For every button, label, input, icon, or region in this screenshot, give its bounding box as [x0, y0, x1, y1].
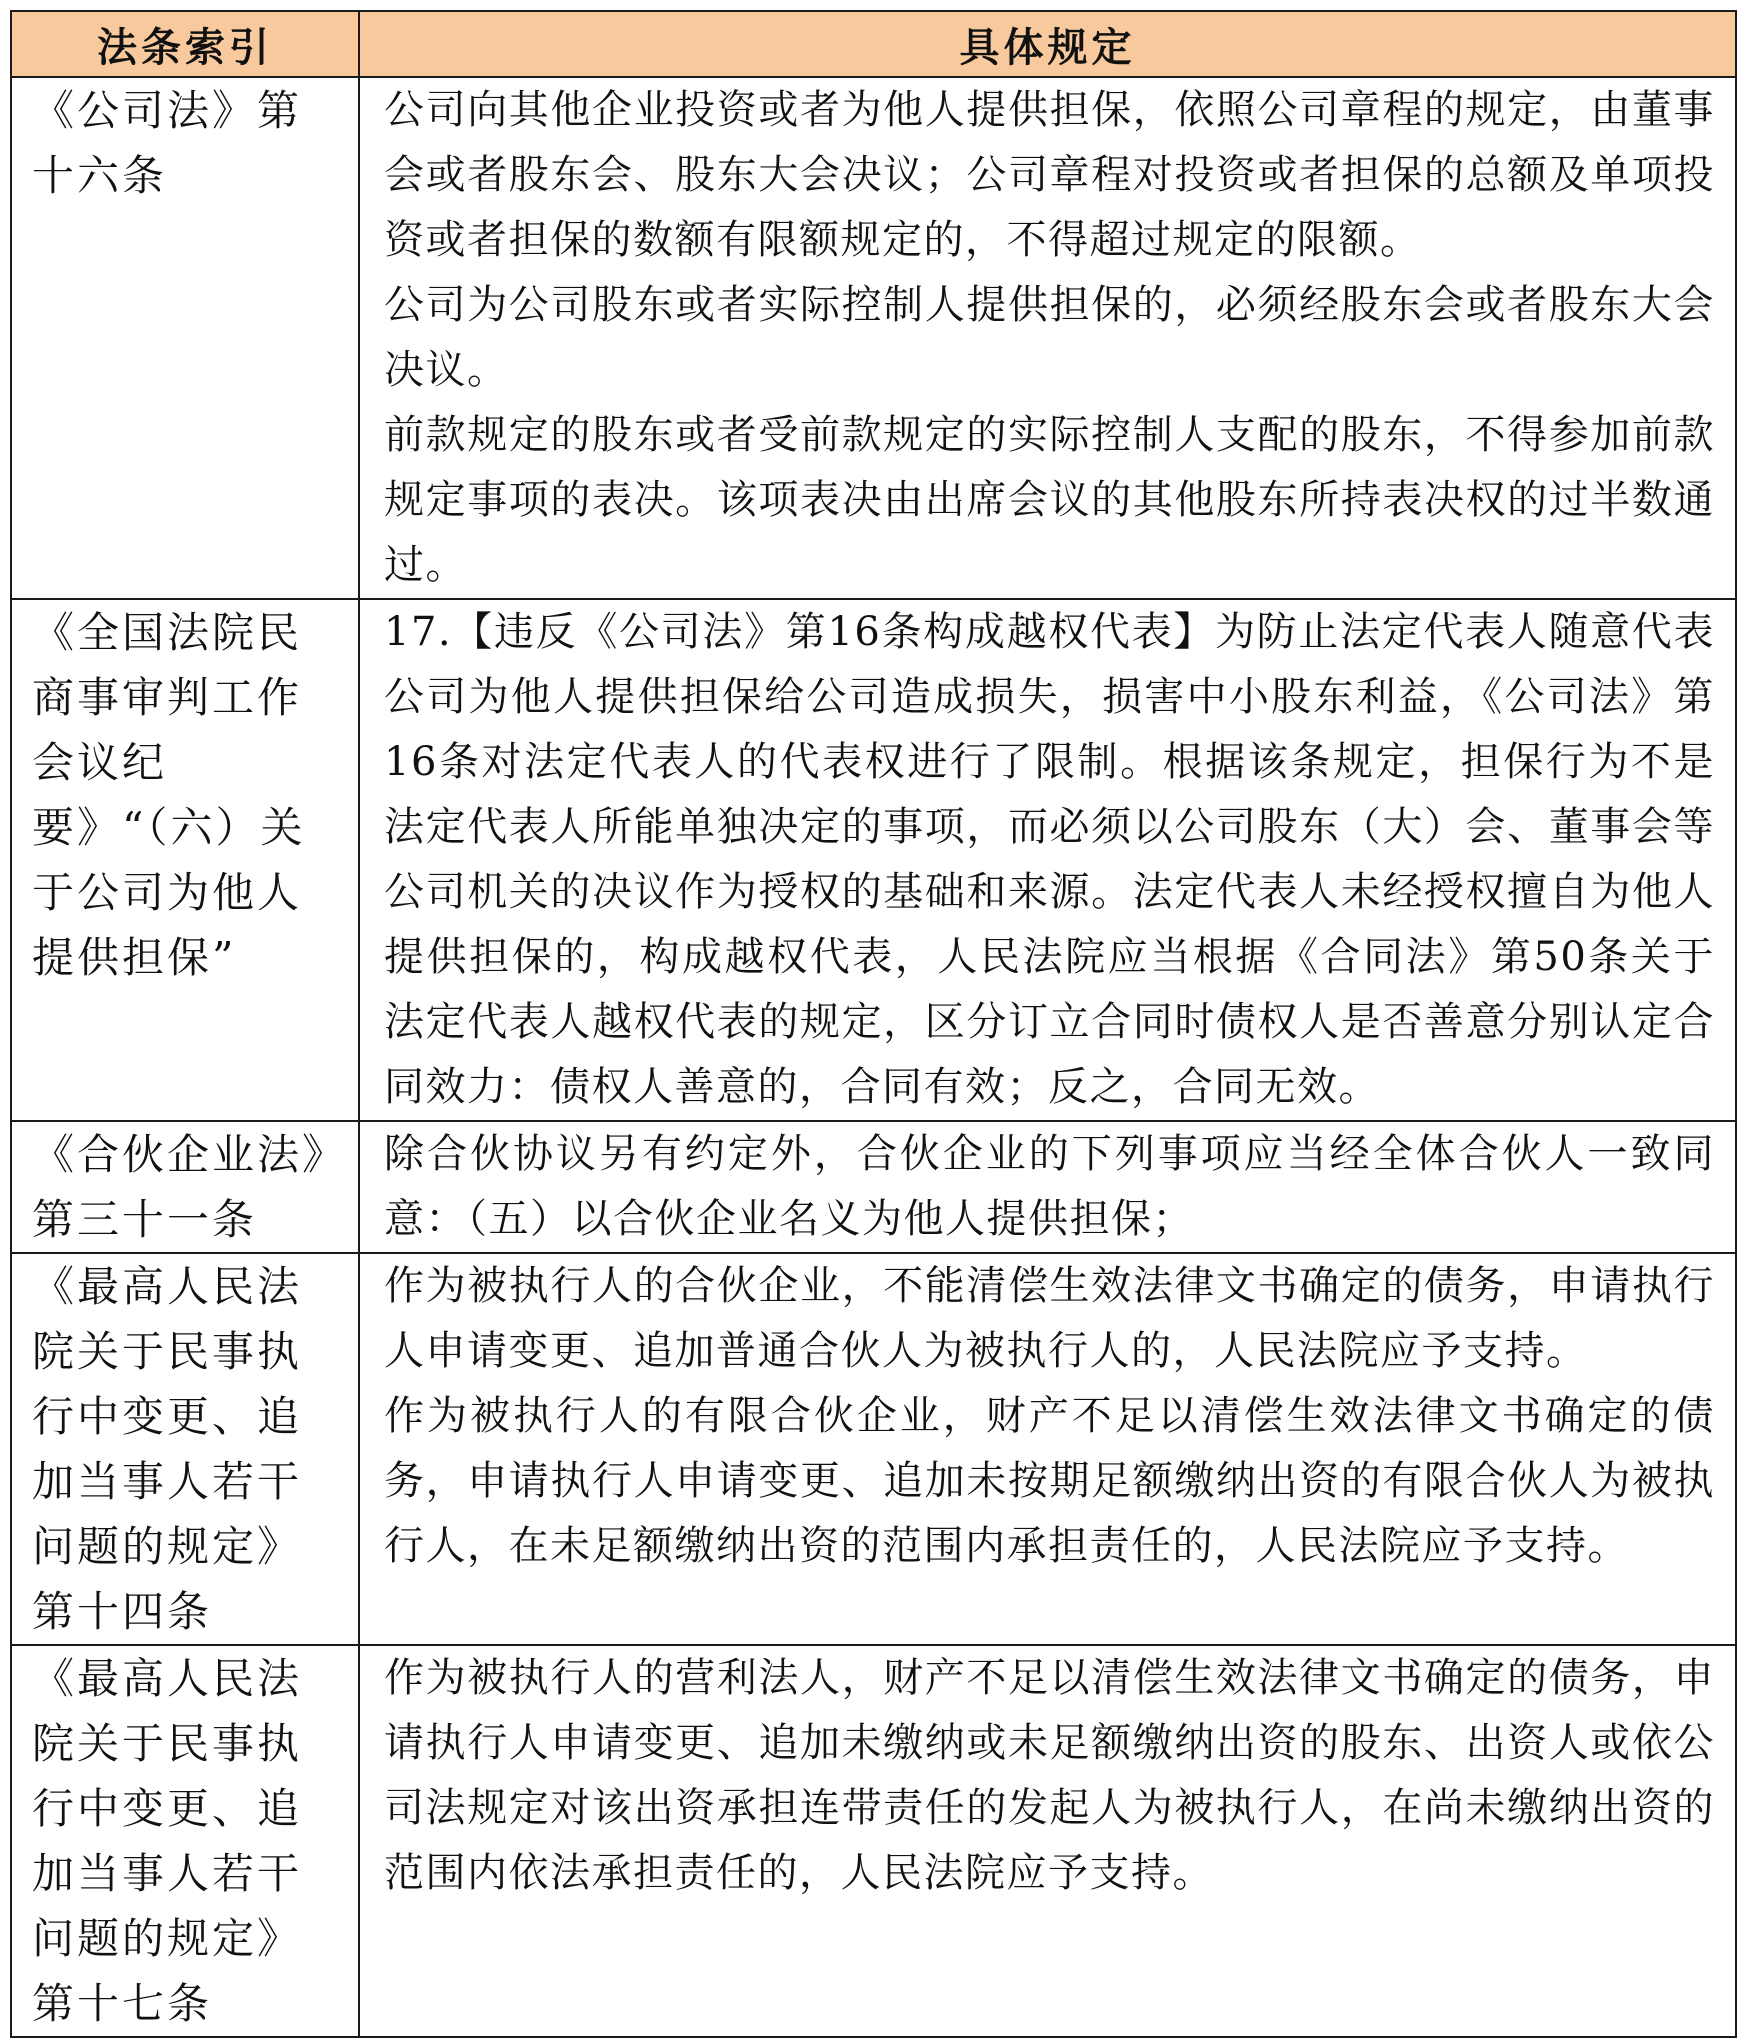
table-row — [11, 1253, 1736, 1645]
provision-paragraph: 作为被执行人的合伙企业，不能清偿生效法律文书确定的债务，申请执行人申请变更、追加普通合伙人为被执行人的，人民法院应予支持。 — [384, 1263, 1715, 1374]
provision-paragraph: 公司为公司股东或者实际控制人提供担保的，必须经股东会或者股东大会决议。 — [384, 282, 1715, 393]
table-row — [11, 1645, 1736, 2037]
provision-paragraph: 作为被执行人的营利法人，财产不足以清偿生效法律文书确定的债务，申请执行人申请变更、追加未缴纳或未足额缴纳出资的股东、出资人或依公司法规定对该出资承担连带责任的发起人为被执行人，在尚未缴纳出资的范围内依法承担责任的，人民法院应予支持。 — [384, 1655, 1715, 1896]
provision-paragraph: 17.【违反《公司法》第16条构成越权代表】为防止法定代表人随意代表公司为他人提供担保给公司造成损失，损害中小股东利益，《公司法》第16条对法定代表人的代表权进行了限制。根据该条规定，担保行为不是法定代表人所能单独决定的事项，而必须以公司股东（大）会、董事会等公司机关的决议作为授权的基础和来源。法定代表人未经授权擅自为他人提供担保的，构成越权代表，人民法院应当根据《合同法》第50条关于法定代表人越权代表的规定，区分订立合同时债权人是否善意分别认定合同效力：债权人善意的，合同有效；反之，合同无效。 — [384, 609, 1715, 1110]
table-row — [11, 77, 1736, 599]
reference-cell: 《最高人民法院关于民事执行中变更、追加当事人若干问题的规定》第十四条 — [11, 1253, 359, 1645]
table-row — [11, 599, 1736, 1121]
reference-cell: 《最高人民法院关于民事执行中变更、追加当事人若干问题的规定》第十七条 — [11, 1645, 359, 2037]
provision-paragraph: 除合伙协议另有约定外，合伙企业的下列事项应当经全体合伙人一致同意：（五）以合伙企业名义为他人提供担保； — [384, 1131, 1715, 1242]
provision-paragraph: 公司向其他企业投资或者为他人提供担保，依照公司章程的规定，由董事会或者股东会、股东大会决议；公司章程对投资或者担保的总额及单项投资或者担保的数额有限额规定的，不得超过规定的限额。 — [384, 87, 1715, 263]
table-row — [11, 1121, 1736, 1253]
provision-paragraph: 作为被执行人的有限合伙企业，财产不足以清偿生效法律文书确定的债务，申请执行人申请变更、追加未按期足额缴纳出资的有限合伙人为被执行人，在未足额缴纳出资的范围内承担责任的，人民法院应予支持。 — [384, 1393, 1715, 1569]
law-provisions-table — [10, 10, 1737, 2038]
header-reference: 法条索引 — [11, 11, 359, 77]
provision-paragraph: 前款规定的股东或者受前款规定的实际控制人支配的股东，不得参加前款规定事项的表决。该项表决由出席会议的其他股东所持表决权的过半数通过。 — [384, 412, 1715, 588]
reference-cell: 《全国法院民商事审判工作会议纪要》“（六）关于公司为他人提供担保” — [11, 599, 359, 1121]
provision-cell — [359, 1121, 1736, 1253]
table-header — [11, 11, 1736, 77]
header-provision: 具体规定 — [359, 11, 1736, 77]
header-row — [11, 11, 1736, 77]
reference-cell: 《公司法》第十六条 — [11, 77, 359, 599]
provision-cell — [359, 599, 1736, 1121]
reference-cell: 《合伙企业法》第三十一条 — [11, 1121, 359, 1253]
provision-cell — [359, 1645, 1736, 2037]
provision-cell — [359, 1253, 1736, 1645]
provision-cell — [359, 77, 1736, 599]
